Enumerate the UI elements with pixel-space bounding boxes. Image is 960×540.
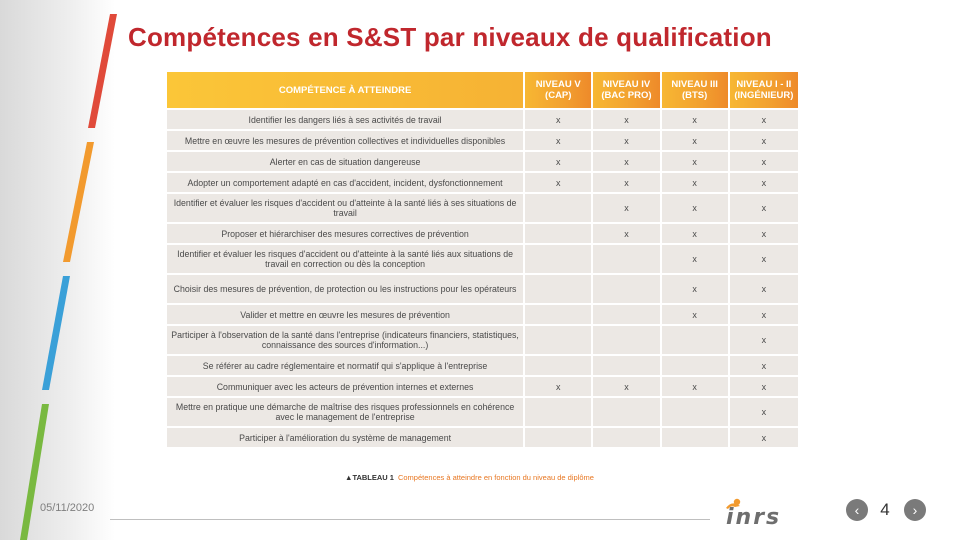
skill-cell: Se référer au cadre réglementaire et normatif qui s'applique à l'entreprise <box>167 356 523 375</box>
level-mark-cell: x <box>730 152 798 171</box>
level-mark-cell: x <box>730 377 798 396</box>
skill-cell: Choisir des mesures de prévention, de protection ou les instructions pour les opérateurs <box>167 275 523 303</box>
header-level-3 <box>662 72 728 108</box>
level-mark-cell: x <box>525 152 591 171</box>
stripe-red <box>88 14 117 128</box>
header-line1: NIVEAU III <box>671 79 718 90</box>
level-mark-cell: x <box>593 110 659 129</box>
level-mark-cell: x <box>662 377 728 396</box>
level-mark-cell <box>593 275 659 303</box>
level-mark-cell: x <box>730 224 798 243</box>
level-mark-cell: x <box>730 398 798 426</box>
level-mark-cell <box>593 428 659 447</box>
logo-text: inrs <box>726 505 782 530</box>
skill-cell: Mettre en pratique une démarche de maîtrise des risques professionnels en cohérence avec le management de l'entreprise <box>167 398 523 426</box>
level-mark-cell <box>525 428 591 447</box>
level-mark-cell <box>525 224 591 243</box>
page-number: 4 <box>880 500 890 519</box>
inrs-logo <box>718 496 808 532</box>
skill-cell: Identifier et évaluer les risques d'accident ou d'atteinte à la santé liés aux situations de travail en correction ou dès la conception <box>167 245 523 273</box>
competence-table <box>165 70 800 449</box>
level-mark-cell: x <box>593 131 659 150</box>
level-mark-cell: x <box>593 194 659 222</box>
skill-cell: Proposer et hiérarchiser des mesures correctives de prévention <box>167 224 523 243</box>
level-mark-cell: x <box>730 110 798 129</box>
level-mark-cell: x <box>662 152 728 171</box>
table-row <box>167 194 798 222</box>
level-mark-cell <box>525 326 591 354</box>
table-row <box>167 275 798 303</box>
skill-cell: Participer à l'amélioration du système de management <box>167 428 523 447</box>
level-mark-cell <box>525 194 591 222</box>
level-mark-cell: x <box>662 224 728 243</box>
table-row <box>167 245 798 273</box>
table-row <box>167 326 798 354</box>
level-mark-cell: x <box>730 428 798 447</box>
header-line2: (INGÉNIEUR) <box>734 90 794 101</box>
level-mark-cell: x <box>662 275 728 303</box>
level-mark-cell: x <box>593 377 659 396</box>
table-row <box>167 131 798 150</box>
level-mark-cell <box>525 275 591 303</box>
header-competence <box>167 72 523 108</box>
level-mark-cell: x <box>730 305 798 324</box>
caption-label: ▲TABLEAU 1 <box>345 473 394 482</box>
next-slide-button[interactable]: › <box>904 499 926 521</box>
level-mark-cell <box>525 398 591 426</box>
skill-cell: Identifier et évaluer les risques d'accident ou d'atteinte à la santé liés à ses situations de travail <box>167 194 523 222</box>
caption-text: Compétences à atteindre en fonction du niveau de diplôme <box>397 473 594 482</box>
header-level-2 <box>593 72 659 108</box>
level-mark-cell <box>593 356 659 375</box>
level-mark-cell: x <box>525 110 591 129</box>
level-mark-cell: x <box>662 305 728 324</box>
level-mark-cell: x <box>730 275 798 303</box>
level-mark-cell: x <box>730 194 798 222</box>
level-mark-cell: x <box>662 245 728 273</box>
level-mark-cell: x <box>662 194 728 222</box>
level-mark-cell: x <box>593 224 659 243</box>
level-mark-cell <box>593 305 659 324</box>
header-level-4 <box>730 72 798 108</box>
stripe-blue <box>42 276 70 390</box>
level-mark-cell: x <box>593 173 659 192</box>
header-line2: (BTS) <box>681 90 708 101</box>
level-mark-cell: x <box>662 131 728 150</box>
level-mark-cell <box>662 356 728 375</box>
level-mark-cell <box>525 356 591 375</box>
level-mark-cell <box>662 428 728 447</box>
slide-date: 05/11/2020 <box>40 502 95 514</box>
slide-title: Compétences en S&ST par niveaux de qualification <box>128 22 772 52</box>
stripe-orange <box>63 142 94 262</box>
skill-cell: Communiquer avec les acteurs de prévention internes et externes <box>167 377 523 396</box>
level-mark-cell <box>662 326 728 354</box>
level-mark-cell: x <box>525 173 591 192</box>
header-line1: NIVEAU IV <box>602 79 651 90</box>
table-caption <box>345 473 594 482</box>
level-mark-cell: x <box>730 356 798 375</box>
level-mark-cell <box>593 398 659 426</box>
skill-cell: Alerter en cas de situation dangereuse <box>167 152 523 171</box>
skill-cell: Mettre en œuvre les mesures de prévention collectives et individuelles disponibles <box>167 131 523 150</box>
table-header-row <box>167 72 798 108</box>
table-row <box>167 152 798 171</box>
skill-cell: Valider et mettre en œuvre les mesures de prévention <box>167 305 523 324</box>
footer-divider <box>110 519 710 520</box>
table-row <box>167 398 798 426</box>
table-row <box>167 173 798 192</box>
level-mark-cell <box>593 245 659 273</box>
header-line2: (CAP) <box>545 90 572 101</box>
skill-cell: Participer à l'observation de la santé dans l'entreprise (indicateurs financiers, statistiques, connaissance des sources d'information...) <box>167 326 523 354</box>
level-mark-cell: x <box>730 131 798 150</box>
header-line1: NIVEAU I - II <box>736 79 792 90</box>
table-row <box>167 377 798 396</box>
previous-slide-button[interactable]: ‹ <box>846 499 868 521</box>
table-row <box>167 305 798 324</box>
table-row <box>167 356 798 375</box>
decorative-stripes <box>0 0 130 540</box>
level-mark-cell: x <box>730 245 798 273</box>
table-row <box>167 428 798 447</box>
header-line1: COMPÉTENCE À ATTEINDRE <box>278 84 412 96</box>
level-mark-cell <box>525 245 591 273</box>
competence-table-container <box>165 70 800 449</box>
level-mark-cell: x <box>662 173 728 192</box>
table-row <box>167 110 798 129</box>
skill-cell: Identifier les dangers liés à ses activités de travail <box>167 110 523 129</box>
stripe-green <box>20 404 49 540</box>
table-row <box>167 224 798 243</box>
level-mark-cell: x <box>593 152 659 171</box>
level-mark-cell <box>593 326 659 354</box>
level-mark-cell: x <box>730 326 798 354</box>
header-line1: NIVEAU V <box>535 79 581 90</box>
level-mark-cell <box>662 398 728 426</box>
level-mark-cell <box>525 305 591 324</box>
header-line2: (BAC PRO) <box>601 90 652 101</box>
level-mark-cell: x <box>525 131 591 150</box>
level-mark-cell: x <box>662 110 728 129</box>
level-mark-cell: x <box>525 377 591 396</box>
table-body <box>167 110 798 447</box>
skill-cell: Adopter un comportement adapté en cas d'accident, incident, dysfonctionnement <box>167 173 523 192</box>
level-mark-cell: x <box>730 173 798 192</box>
header-level-1 <box>525 72 591 108</box>
